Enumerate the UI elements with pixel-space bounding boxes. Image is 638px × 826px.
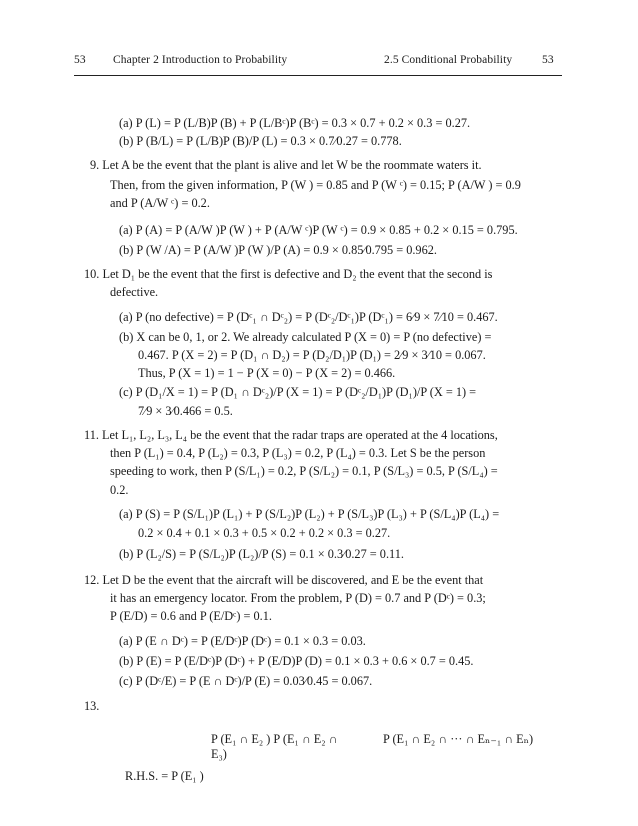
problem-statement: 11. Let L₁, L₂, L₃, L₄ be the event that the radar traps are operated at the 4 locations, (84, 428, 498, 442)
solution-line: (a) P (no defective) = P (Dᶜ₁ ∩ Dᶜ₂) = P (Dᶜ₂/Dᶜ₁)P (Dᶜ₁) = 6⁄9 × 7⁄10 = 0.467. (119, 310, 498, 324)
problem-statement: defective. (110, 285, 159, 299)
solution-line: (a) P (A) = P (A/W )P (W ) + P (A/W ᶜ)P (W ᶜ) = 0.9 × 0.85 + 0.2 × 0.15 = 0.795. (119, 223, 518, 237)
solution-line: (b) X can be 0, 1, or 2. We already calculated P (X = 0) = P (no defective) = (119, 330, 492, 344)
solution-line: (b) P (W /A) = P (A/W )P (W )/P (A) = 0.9 × 0.85⁄0.795 = 0.962. (119, 243, 437, 257)
header-rule (74, 75, 562, 76)
problem-statement: 0.2. (110, 483, 129, 497)
header-chapter-title: Chapter 2 Introduction to Probability (113, 54, 288, 66)
problem-statement: then P (L₁) = 0.4, P (L₂) = 0.3, P (L₃) = 0.2, P (L₄) = 0.3. Let S be the person (110, 446, 486, 460)
header-page-number-right: 53 (542, 54, 554, 66)
problem-statement: Then, from the given information, P (W ) = 0.85 and P (W ᶜ) = 0.15; P (A/W ) = 0.9 (110, 178, 521, 192)
problem-statement: 12. Let D be the event that the aircraft will be discovered, and E be the event that (84, 573, 484, 587)
solution-line: 0.467. P (X = 2) = P (D₁ ∩ D₂) = P (D₂/D₁)P (D₁) = 2⁄9 × 3⁄10 = 0.067. (138, 348, 486, 362)
formula-rhs: R.H.S. = P (E₁ ) (125, 769, 204, 783)
header-section-title: 2.5 Conditional Probability (384, 54, 513, 66)
problem-statement: it has an emergency locator. From the problem, P (D) = 0.7 and P (Dᶜ) = 0.3; (110, 591, 486, 605)
problem-statement: P (E/D) = 0.6 and P (E/Dᶜ) = 0.1. (110, 609, 272, 623)
formula-fragment: P (E₁ ∩ E₂ ) P (E₁ ∩ E₂ ∩ (211, 732, 338, 746)
header-page-number-left: 53 (74, 54, 86, 66)
solution-line: (b) P (B/L) = P (L/B)P (B)/P (L) = 0.3 × 0.7⁄0.27 = 0.778. (119, 134, 402, 148)
problem-statement: 9. Let A be the event that the plant is alive and let W be the roommate waters it. (90, 158, 482, 172)
solution-line: (a) P (L) = P (L/B)P (B) + P (L/Bᶜ)P (Bᶜ) = 0.3 × 0.7 + 0.2 × 0.3 = 0.27. (119, 116, 471, 130)
solution-line: (b) P (L₂/S) = P (S/L₂)P (L₂)/P (S) = 0.1 × 0.3⁄0.27 = 0.11. (119, 547, 404, 561)
problem-statement: and P (A/W ᶜ) = 0.2. (110, 196, 210, 210)
solution-line: Thus, P (X = 1) = 1 − P (X = 0) − P (X = 2) = 0.466. (138, 366, 396, 380)
problem-statement: speeding to work, then P (S/L₁) = 0.2, P (S/L₂) = 0.1, P (S/L₃) = 0.5, P (S/L₄) = (110, 464, 498, 478)
solution-line: (a) P (E ∩ Dᶜ) = P (E/Dᶜ)P (Dᶜ) = 0.1 × 0.3 = 0.03. (119, 634, 366, 648)
solution-line: 0.2 × 0.4 + 0.1 × 0.3 + 0.5 × 0.2 + 0.2 × 0.3 = 0.27. (138, 526, 391, 540)
solution-line: (c) P (Dᶜ/E) = P (E ∩ Dᶜ)/P (E) = 0.03⁄0.45 = 0.067. (119, 674, 373, 688)
solution-line: (a) P (S) = P (S/L₁)P (L₁) + P (S/L₂)P (L₂) + P (S/L₃)P (L₃) + P (S/L₄)P (L₄) = (119, 507, 500, 521)
solution-line: (b) P (E) = P (E/Dᶜ)P (Dᶜ) + P (E/D)P (D) = 0.1 × 0.3 + 0.6 × 0.7 = 0.45. (119, 654, 474, 668)
formula-fragment: E₃) (211, 747, 227, 761)
formula-fragment: P (E₁ ∩ E₂ ∩ ··· ∩ Eₙ₋₁ ∩ Eₙ) (383, 732, 534, 746)
problem-number: 13. (84, 699, 100, 713)
problem-statement: 10. Let D₁ be the event that the first is defective and D₂ the event that the second is (84, 267, 493, 281)
solution-line: 7⁄9 × 3⁄0.466 = 0.5. (138, 404, 233, 418)
solution-line: (c) P (D₁/X = 1) = P (D₁ ∩ Dᶜ₂)/P (X = 1) = P (Dᶜ₂/D₁)P (D₁)/P (X = 1) = (119, 385, 477, 399)
